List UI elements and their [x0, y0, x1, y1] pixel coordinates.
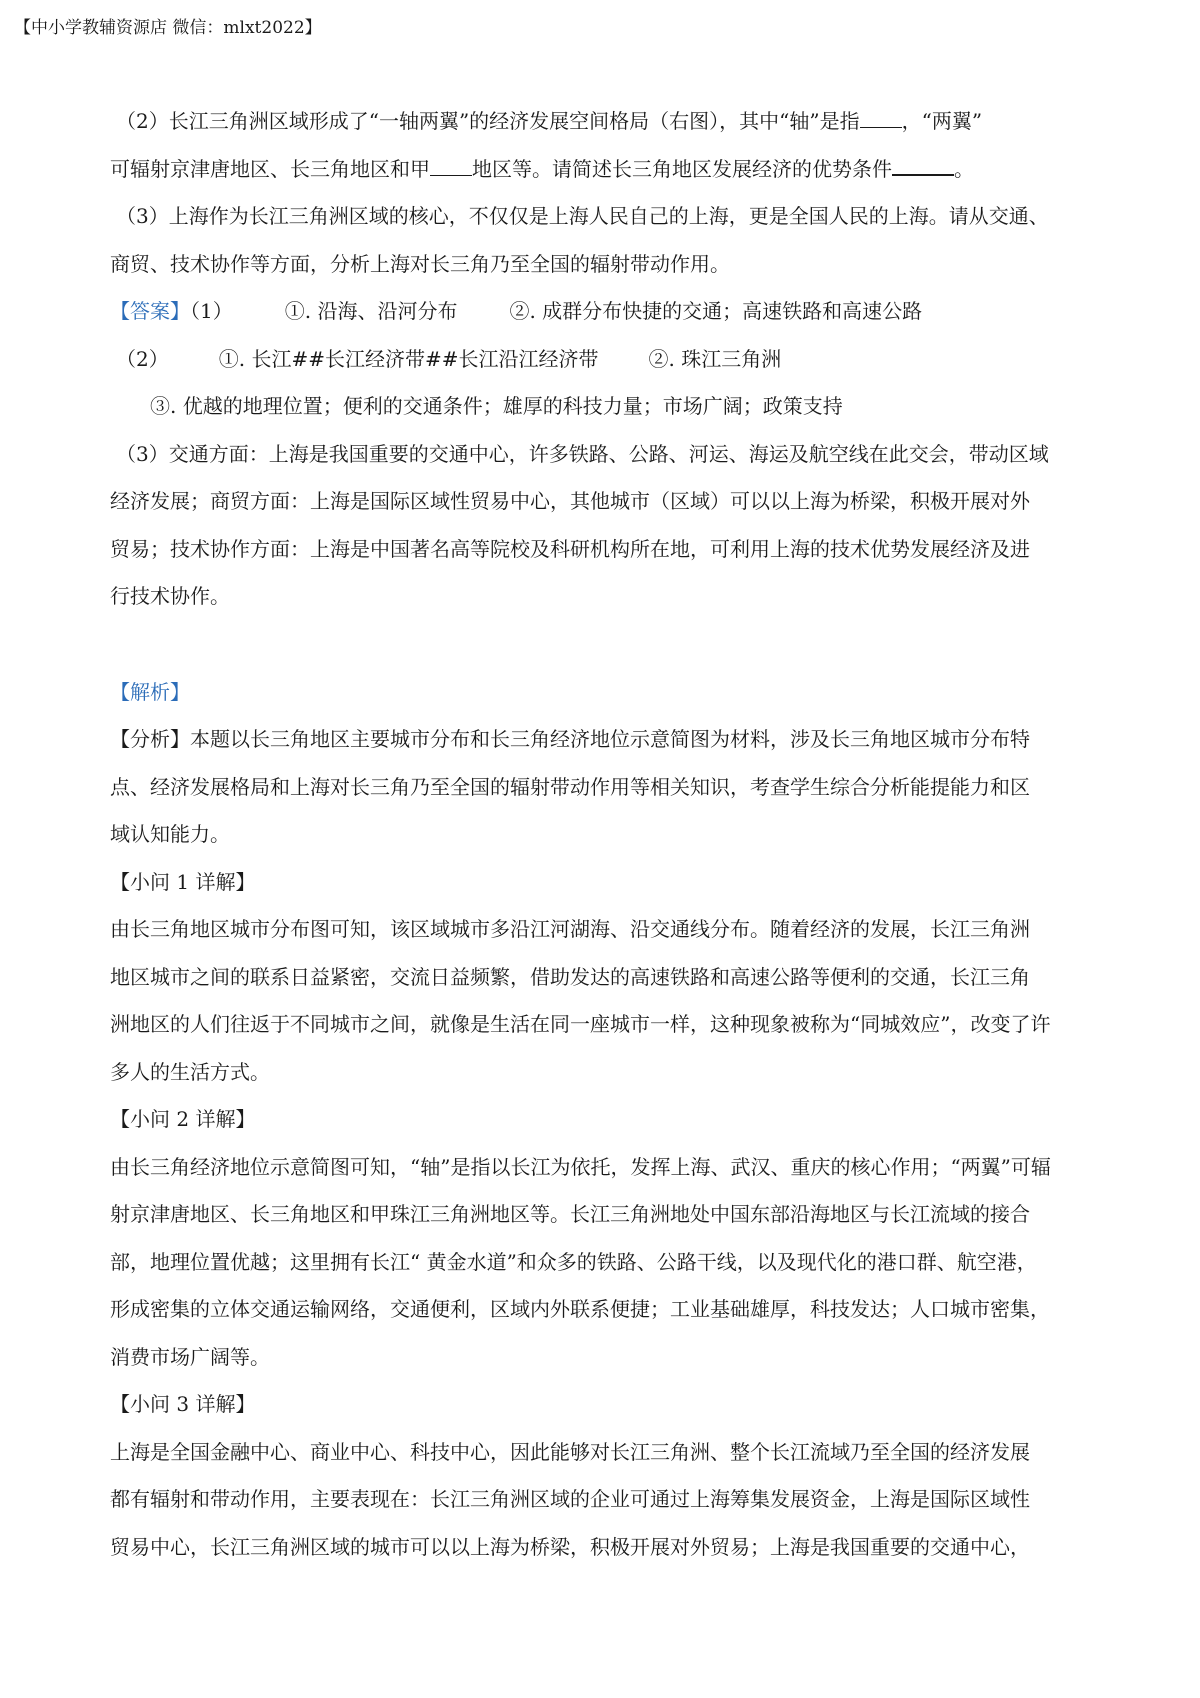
answer-part2-number: （2） — [116, 346, 169, 371]
analysis-q1-line-2: 地区城市之间的联系日益紧密，交流日益频繁，借助发达的高速铁路和高速公路等便利的交通，长江三角 — [110, 964, 1030, 989]
q2-text-d: 地区等。请简述长三角地区发展经济的优势条件 — [472, 156, 892, 181]
q2-blank-advantages — [892, 156, 954, 176]
analysis-q3-line-1: 上海是全国金融中心、商业中心、科技中心，因此能够对长江三角洲、整个长江流域乃至全国的经济发展 — [110, 1439, 1030, 1464]
q3-line-1: （3）上海作为长江三角洲区域的核心，不仅仅是上海人民自己的上海，更是全国人民的上海。请从交通、 — [116, 204, 1049, 228]
answer-part3-line-4: 行技术协作。 — [110, 584, 230, 608]
analysis-q1-line-3: 洲地区的人们往返于不同城市之间，就像是生活在同一座城市一样，这种现象被称为“同城效应”，改变了许 — [110, 1012, 1051, 1036]
analysis-q1-label: 【小问 1 详解】 — [110, 869, 256, 894]
answer-part2-b: ②. 珠江三角洲 — [648, 346, 782, 371]
q2-line-2 — [110, 146, 1110, 194]
analysis-q2-line-3: 部，地理位置优越；这里拥有长江“ 黄金水道”和众多的铁路、公路干线，以及现代化的港口群、航空港， — [110, 1249, 1037, 1274]
answer-line-2 — [110, 336, 1110, 384]
document-body — [110, 98, 1110, 1571]
answer-part3-line-2: 经济发展；商贸方面：上海是国际区域性贸易中心，其他城市（区域）可以以上海为桥梁，积极开展对外 — [110, 489, 1030, 513]
analysis-q2-line-1: 由长三角经济地位示意简图可知，“轴”是指以长江为依托，发挥上海、武汉、重庆的核心作用；“两翼”可辐 — [110, 1154, 1051, 1179]
answer-part1-b: ②. 成群分布快捷的交通；高速铁路和高速公路 — [509, 299, 923, 323]
q2-blank-region — [430, 157, 472, 176]
answer-part2-a: ①. 长江##长江经济带##长江沿江经济带 — [218, 346, 599, 371]
q2-text-e: 。 — [954, 156, 974, 181]
answer-part1-a: ①. 沿海、沿河分布 — [284, 299, 458, 323]
q2-blank-axis — [860, 109, 902, 128]
analysis-intro-line-3: 域认知能力。 — [110, 822, 230, 846]
analysis-intro-line-2: 点、经济发展格局和上海对长三角乃至全国的辐射带动作用等相关知识，考查学生综合分析能提能力和区 — [110, 774, 1030, 799]
analysis-intro-line-1: 【分析】本题以长三角地区主要城市分布和长三角经济地位示意简图为材料，涉及长三角地区城市分布特 — [110, 727, 1030, 751]
q3-line-2: 商贸、技术协作等方面，分析上海对长三角乃至全国的辐射带动作用。 — [110, 251, 730, 276]
q2-line-1 — [110, 98, 1110, 146]
q2-text-a: （2）长江三角洲区域形成了“一轴两翼”的经济发展空间格局（右图），其中“轴”是指 — [116, 109, 860, 133]
analysis-q3-line-2: 都有辐射和带动作用，主要表现在：长江三角洲区域的企业可通过上海筹集发展资金，上海是国际区域性 — [110, 1487, 1030, 1511]
answer-part3-line-1: （3）交通方面：上海是我国重要的交通中心，许多铁路、公路、河运、海运及航空线在此交会，带动区域 — [116, 441, 1049, 466]
page-header-watermark: 【中小学教辅资源店 微信：mlxt2022】 — [14, 18, 322, 38]
analysis-label: 【解析】 — [110, 679, 190, 704]
analysis-q3-label: 【小问 3 详解】 — [110, 1392, 256, 1416]
analysis-q2-line-5: 消费市场广阔等。 — [110, 1344, 270, 1369]
analysis-q2-line-2: 射京津唐地区、长三角地区和甲珠江三角洲地区等。长江三角洲地处中国东部沿海地区与长江流域的接合 — [110, 1202, 1030, 1226]
answer-line-1 — [110, 288, 1110, 336]
q2-text-b: ，“两翼” — [901, 109, 983, 133]
answer-part3-line-3: 贸易；技术协作方面：上海是中国著名高等院校及科研机构所在地，可利用上海的技术优势发展经济及进 — [110, 536, 1030, 561]
analysis-q1-line-1: 由长三角地区城市分布图可知，该区域城市多沿江河湖海、沿交通线分布。随着经济的发展，长江三角洲 — [110, 917, 1030, 941]
answer-line-3: ③. 优越的地理位置；便利的交通条件；雄厚的科技力量；市场广阔；政策支持 — [150, 394, 843, 418]
analysis-q2-label: 【小问 2 详解】 — [110, 1107, 256, 1131]
analysis-q3-line-3: 贸易中心，长江三角洲区域的城市可以以上海为桥梁，积极开展对外贸易；上海是我国重要的交通中心， — [110, 1534, 1030, 1559]
analysis-q1-line-4: 多人的生活方式。 — [110, 1059, 270, 1084]
answer-label: 【答案】 — [110, 299, 190, 323]
analysis-q2-line-4: 形成密集的立体交通运输网络，交通便利，区域内外联系便捷；工业基础雄厚，科技发达；人口城市密集， — [110, 1297, 1050, 1321]
q2-text-c: 可辐射京津唐地区、长三角地区和甲 — [110, 156, 430, 181]
answer-part1-number: （1） — [190, 299, 233, 323]
